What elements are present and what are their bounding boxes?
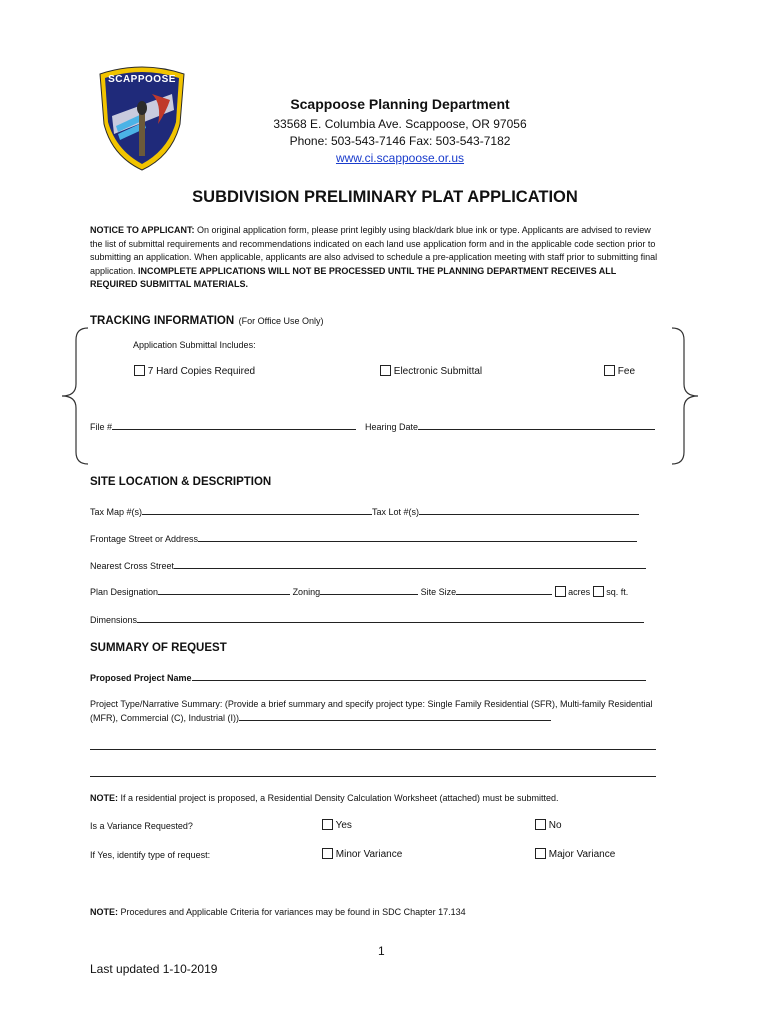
tracking-subheading: (For Office Use Only) [238, 316, 324, 326]
tax-lot-field[interactable] [419, 505, 639, 515]
plan-designation-label: Plan Designation [90, 587, 159, 597]
notice-label: NOTICE TO APPLICANT: [90, 225, 195, 235]
department-name: Scappoose Planning Department [290, 96, 510, 112]
tax-map-label: Tax Map #(s) [90, 507, 143, 517]
site-heading: SITE LOCATION & DESCRIPTION [90, 476, 272, 488]
form-title: SUBDIVISION PRELIMINARY PLAT APPLICATION [192, 188, 578, 206]
hard-copies-option[interactable] [134, 365, 255, 377]
tax-lot-label: Tax Lot #(s) [372, 507, 420, 517]
frontage-field[interactable] [198, 532, 637, 542]
density-note [90, 793, 559, 803]
last-updated: Last updated 1-10-2019 [90, 962, 218, 976]
left-brace-icon [58, 326, 98, 466]
fee-option[interactable] [604, 365, 635, 377]
variance-criteria-note [90, 907, 466, 917]
zoning-field[interactable] [320, 585, 418, 595]
narrative-line-2[interactable] [90, 776, 656, 777]
city-logo [92, 64, 192, 174]
frontage-label: Frontage Street or Address [90, 534, 199, 544]
zoning-label: Zoning [292, 587, 321, 597]
acres-checkbox[interactable] [555, 586, 566, 597]
electronic-submittal-label: Electronic Submittal [393, 366, 483, 377]
notice-bold-text: INCOMPLETE APPLICATIONS WILL NOT BE PROCESSED UNTIL THE PLANNING DEPARTMENT RECEIVES ALL REQUIRED SUBMITTAL MATERIALS. [90, 265, 617, 289]
variance-note-text: Procedures and Applicable Criteria for variances may be found in SDC Chapter 17.134 [118, 907, 466, 917]
sqft-checkbox[interactable] [593, 586, 604, 597]
website-link[interactable]: www.ci.scappoose.or.us [335, 151, 465, 165]
variance-yes-option[interactable] [322, 819, 352, 831]
major-variance-checkbox[interactable] [535, 848, 546, 859]
narrative-line-1[interactable] [90, 749, 656, 750]
hearing-date-field[interactable] [418, 420, 655, 430]
notice-text: On original application form, please print legibly using black/dark blue ink or type. Applicants are advised to review the list of submittal requirements and recommendations indicated on each land use application form and in the applicable code section prior to submitting an application. When applicable, applicants are also advised to schedule a pre-application meeting with staff prior to submitting final application. [90, 225, 658, 276]
density-note-text: If a residential project is proposed, a Residential Density Calculation Worksheet (attached) must be submitted. [118, 793, 559, 803]
variance-note-label: NOTE: [90, 907, 118, 917]
summary-heading: SUMMARY OF REQUEST [90, 642, 227, 654]
major-variance-option[interactable] [535, 848, 615, 860]
cross-street-field[interactable] [174, 559, 646, 569]
dimensions-label: Dimensions [90, 615, 138, 625]
density-note-label: NOTE: [90, 793, 118, 803]
minor-variance-checkbox[interactable] [322, 848, 333, 859]
major-variance-label: Major Variance [548, 849, 616, 860]
variance-question: Is a Variance Requested? [90, 821, 193, 831]
minor-variance-label: Minor Variance [335, 849, 403, 860]
department-phone-fax: Phone: 503-543-7146 Fax: 503-543-7182 [289, 134, 511, 148]
variance-no-option[interactable] [535, 819, 562, 831]
project-type-label: Project Type/Narrative Summary: (Provide a brief summary and specify project type: Single Family Residential (SFR), Multi-family Residential (MFR), Commercial (C), Industrial (I)) [90, 699, 653, 723]
file-number-field[interactable] [112, 420, 356, 430]
tracking-heading-row [90, 311, 323, 329]
notice-paragraph [90, 224, 660, 292]
file-number-label: File # [90, 422, 113, 432]
dimensions-field[interactable] [137, 613, 644, 623]
department-address: 33568 E. Columbia Ave. Scappoose, OR 97056 [273, 117, 527, 131]
hard-copies-checkbox[interactable] [134, 365, 145, 376]
cross-street-label: Nearest Cross Street [90, 561, 175, 571]
electronic-submittal-checkbox[interactable] [380, 365, 391, 376]
hearing-date-label: Hearing Date [365, 422, 419, 432]
hearing-date-row [365, 420, 655, 432]
submittal-includes-label: Application Submittal Includes: [133, 340, 256, 350]
tracking-heading: TRACKING INFORMATION [90, 315, 235, 327]
page-number: 1 [378, 944, 385, 958]
tax-map-field[interactable] [142, 505, 372, 515]
project-type-field[interactable] [239, 711, 551, 721]
fee-label: Fee [617, 366, 636, 377]
variance-type-question: If Yes, identify type of request: [90, 850, 211, 860]
variance-no-checkbox[interactable] [535, 819, 546, 830]
fee-checkbox[interactable] [604, 365, 615, 376]
right-brace-icon [666, 326, 706, 466]
hard-copies-label: 7 Hard Copies Required [147, 366, 256, 377]
file-number-row [90, 420, 356, 432]
project-name-field[interactable] [192, 671, 646, 681]
site-size-field[interactable] [456, 585, 552, 595]
minor-variance-option[interactable] [322, 848, 402, 860]
variance-yes-checkbox[interactable] [322, 819, 333, 830]
plan-designation-field[interactable] [158, 585, 290, 595]
electronic-submittal-option[interactable] [380, 365, 482, 377]
sqft-label: sq. ft. [606, 587, 629, 597]
logo-lettering: SCAPPOOSE [108, 74, 176, 85]
project-name-label: Proposed Project Name [90, 673, 192, 683]
variance-no-label: No [548, 820, 562, 831]
acres-label: acres [568, 587, 591, 597]
variance-yes-label: Yes [335, 820, 352, 831]
project-type-prompt [90, 697, 660, 725]
site-size-label: Site Size [420, 587, 457, 597]
